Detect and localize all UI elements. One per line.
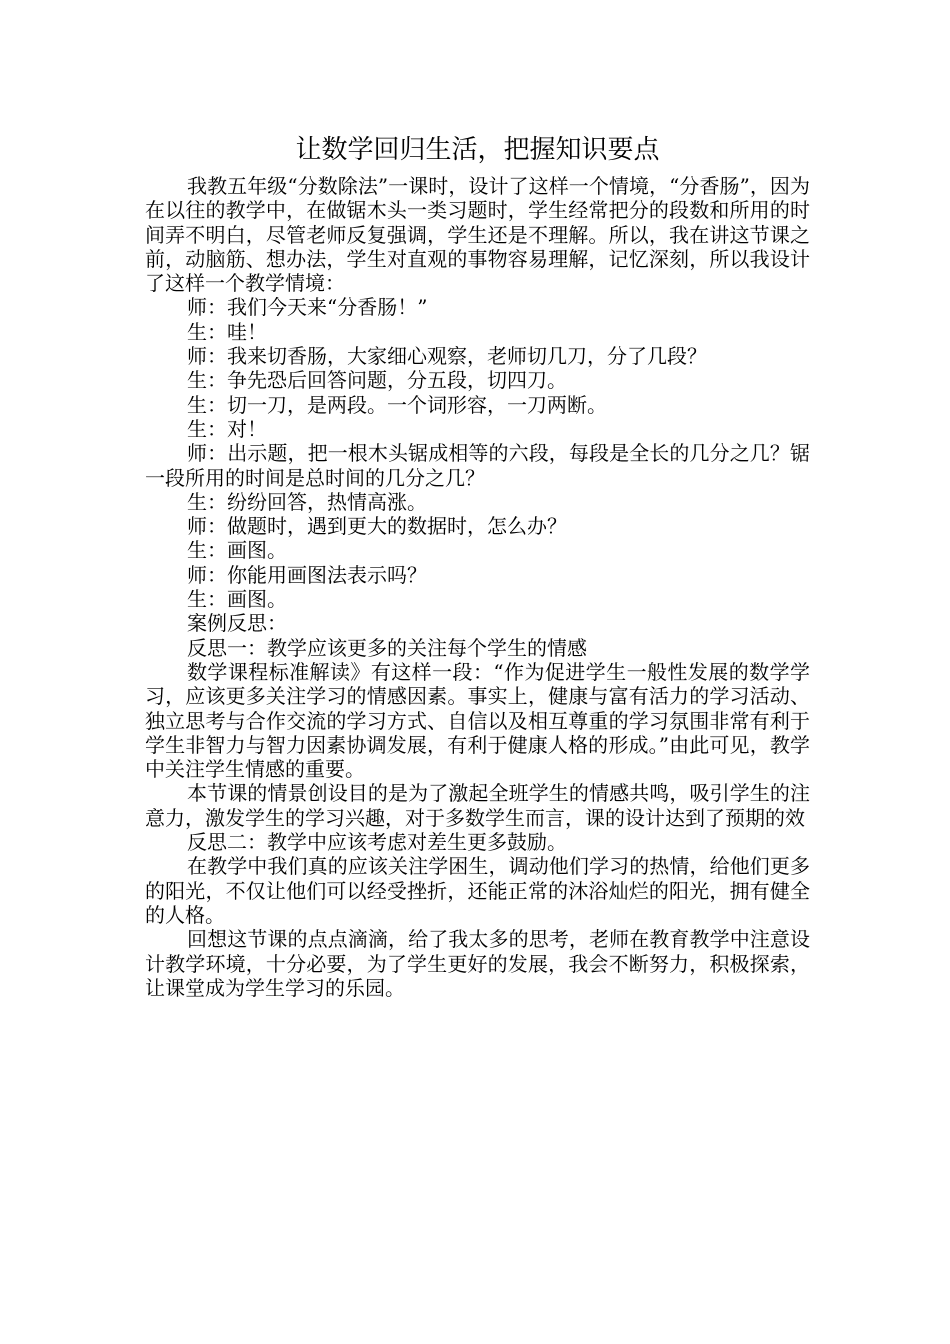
paragraph-standard-quote: 数学课程标准解读》有这样一段：“作为促进学生一般性发展的数学学习，应该更多关注学习的情感因素。事实上，健康与富有活力的学习活动、独立思考与合作交流的学习方式、自信以及相互尊重的学习氛围非常有利于学生非智力与智力因素协调发展，有利于健康人格的形成。”由此可见，教学中关注学生情感的重要。 — [145, 659, 810, 782]
dialogue-line: 生：对！ — [187, 416, 267, 441]
document-body — [145, 174, 810, 1000]
paragraph-intro: 我教五年级“分数除法”一课时，设计了这样一个情境，“分香肠”，因为在以往的教学中，在做锯木头一类习题时，学生经常把分的段数和所用的时间弄不明白，尽管老师反复强调，学生还是不理解。所以，我在讲这节课之前，动脑筋、想办法，学生对直观的事物容易理解，记忆深刻，所以我设计了这样一个教学情境： — [145, 174, 810, 296]
dialogue-line: 师：做题时，遇到更大的数据时，怎么办？ — [187, 514, 567, 539]
dialogue-line: 生：纷纷回答，热情高涨。 — [187, 489, 427, 514]
dialogue-line: 师：我来切香肠，大家细心观察，老师切几刀，分了几段？ — [187, 344, 707, 369]
paragraph-conclusion: 回想这节课的点点滴滴，给了我太多的思考，老师在教育教学中注意设计教学环境，十分必要，为了学生更好的发展，我会不断努力，积极探索，让课堂成为学生学习的乐园。 — [145, 927, 810, 1000]
paragraph-scenario-purpose: 本节课的情景创设目的是为了激起全班学生的情感共鸣，吸引学生的注意力，激发学生的学习兴趣，对于多数学生而言，课的设计达到了预期的效 — [145, 781, 810, 830]
dialogue-line: 师：你能用画图法表示吗？ — [187, 562, 427, 587]
dialogue-line: 生：画图。 — [187, 587, 287, 612]
dialogue-line: 师：我们今天来“分香肠！” — [187, 295, 428, 320]
dialogue-line: 师：出示题，把一根木头锯成相等的六段，每段是全长的几分之几？锯一段所用的时间是总时间的几分之几？ — [145, 441, 810, 490]
dialogue-line: 生：争先恐后回答问题，分五段，切四刀。 — [187, 368, 567, 393]
document-page — [145, 130, 810, 1000]
reflection-two-heading: 反思二：教学中应该考虑对差生更多鼓励。 — [187, 830, 567, 855]
reflection-one-heading: 反思一：教学应该更多的关注每个学生的情感 — [187, 635, 587, 660]
document-title: 让数学回归生活，把握知识要点 — [295, 135, 660, 165]
section-heading-reflection: 案例反思： — [187, 611, 287, 636]
dialogue-line: 生：画图。 — [187, 538, 287, 563]
paragraph-struggling-students: 在教学中我们真的应该关注学困生，调动他们学习的热情，给他们更多的阳光，不仅让他们可以经受挫折，还能正常的沐浴灿烂的阳光，拥有健全的人格。 — [145, 854, 810, 927]
dialogue-line: 生：哇！ — [187, 319, 267, 344]
dialogue-line: 生：切一刀，是两段。一个词形容，一刀两断。 — [187, 392, 607, 417]
